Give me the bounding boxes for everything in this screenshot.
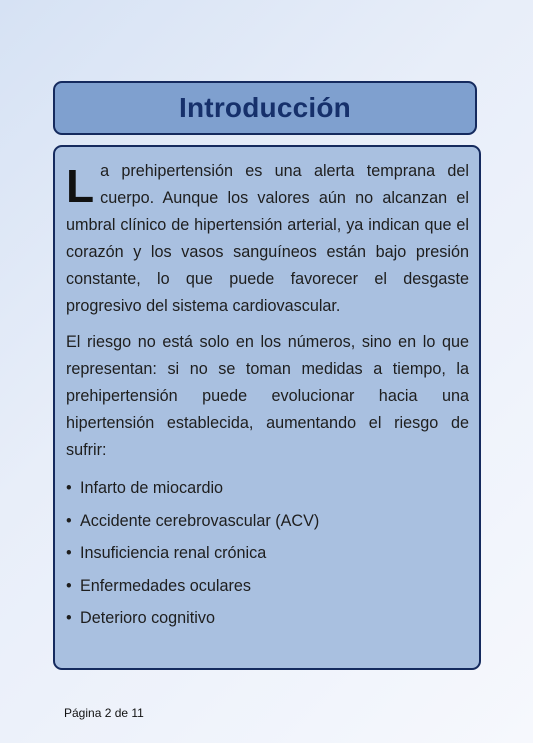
risk-list — [66, 472, 469, 635]
list-item — [66, 602, 469, 635]
intro-paragraph — [66, 158, 469, 320]
bullet-icon: • — [66, 479, 72, 497]
section-title-box — [53, 81, 477, 135]
list-item — [66, 570, 469, 603]
list-item-text: Accidente cerebrovascular (ACV) — [80, 511, 320, 530]
list-item-text: Enfermedades oculares — [80, 576, 251, 595]
section-title: Introducción — [179, 92, 351, 123]
bullet-icon: • — [66, 511, 72, 530]
bullet-icon: • — [66, 609, 72, 627]
page-number: Página 2 de 11 — [64, 706, 144, 720]
list-item — [66, 505, 469, 538]
list-item-text: Insuficiencia renal crónica — [80, 544, 267, 562]
list-item — [66, 472, 469, 505]
intro-paragraph-text: a prehipertensión es una alerta temprana del cuerpo. Aunque los valores aún no alcanzan el umbral clínico de hipertensión arterial, ya indican que el corazón y los vasos sanguíneos están bajo presión constante, lo que puede favorecer el desgaste progresivo del sistema cardiovascular. — [66, 162, 469, 315]
risk-paragraph: El riesgo no está solo en los números, sino en lo que representan: si no se toman medidas a tiempo, la prehipertensión puede evolucionar hacia una hipertensión establecida, aumentando el riesgo de sufrir: — [66, 333, 469, 459]
list-item-text: Deterioro cognitivo — [80, 609, 215, 627]
bullet-icon: • — [66, 576, 72, 595]
list-item-text: Infarto de miocardio — [80, 479, 224, 497]
bullet-icon: • — [66, 544, 72, 562]
list-item — [66, 537, 469, 570]
content-box — [53, 145, 481, 670]
drop-cap: L — [66, 160, 95, 212]
